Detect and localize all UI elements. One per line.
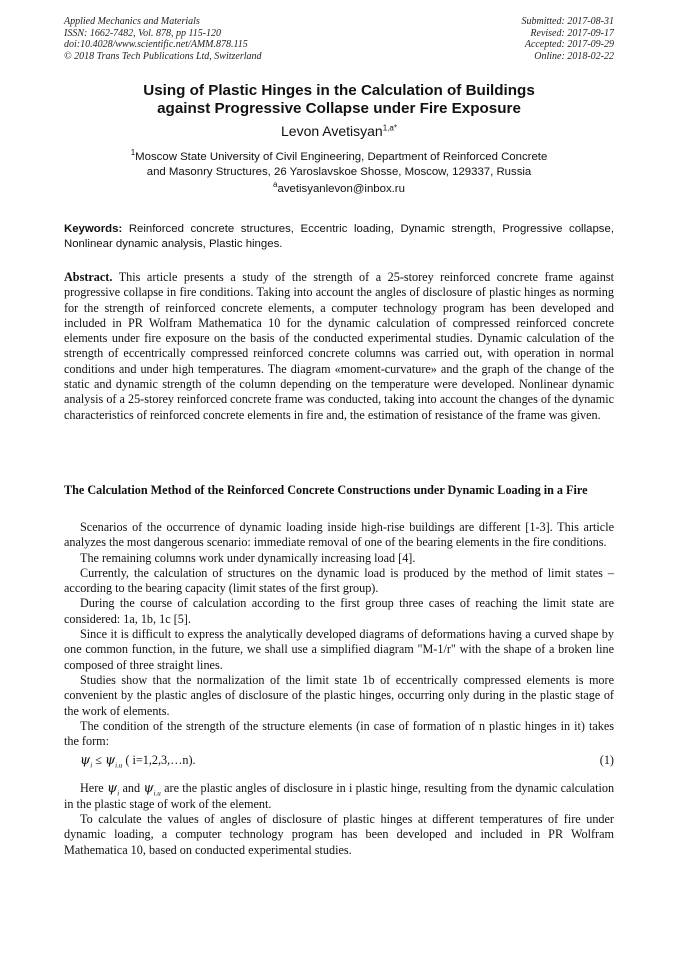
- psi-symbol: ψ: [143, 781, 154, 797]
- here-start: Here: [80, 781, 104, 796]
- date-accepted: Accepted: 2017-09-29: [524, 39, 614, 51]
- journal-issn: ISSN: 1662-7482, Vol. 878, pp 115-120: [64, 27, 222, 39]
- paragraph: The condition of the strength of the structure elements (in case of formation of n plastic hinges in it) takes the form:: [64, 718, 614, 749]
- paragraph: Currently, the calculation of structures on the dynamic load is produced by the method of limit states – according to the bearing capacity (limit states of the first group).: [64, 565, 614, 596]
- email-address: avetisyanlevon@inbox.ru: [277, 183, 405, 195]
- submission-dates: [522, 16, 615, 62]
- title-line-1: Using of Plastic Hinges in the Calculation of Buildings: [143, 82, 535, 99]
- author-sup: 1,a*: [382, 123, 397, 133]
- abstract: [64, 270, 614, 423]
- author-name: Levon Avetisyan: [281, 123, 383, 139]
- keywords-text: Reinforced concrete structures, Eccentric loading, Dynamic strength, Progressive collapse, Nonlinear dynamic analysis, Plastic hinges.: [64, 223, 614, 250]
- section-body: [64, 520, 614, 858]
- paper-title: [64, 82, 614, 118]
- date-online: Online: 2018-02-22: [534, 50, 614, 62]
- paragraph: The remaining columns work under dynamically increasing load [4].: [80, 550, 416, 565]
- affiliation-sup: 1: [130, 148, 136, 158]
- sub-i: i: [117, 789, 120, 798]
- affiliation-line-2: and Masonry Structures, 26 Yaroslavskoe Shosse, Moscow, 129337, Russia: [146, 166, 532, 178]
- abstract-text: This article presents a study of the strength of a 25-storey reinforced concrete frame against progressive collapse in fire conditions. Taking into account the angles of disclosure of plastic hinges as norming for the strength of reinforced concrete elements, a computer technology program has been developed and included in PR Wolfram Mathematica 10 for the dynamic calculation of compressed reinforced concrete elements under fire exposure on the basis of the conducted experimental studies. Dynamic calculation of the strength of eccentrically compressed reinforced concrete columns was carried out, with operation in normal conditions and under high temperatures. The diagram «moment-curvature» and the graph of the change of the static and dynamic strength of the column depending on the temperature were developed. Nonlinear dynamic analysis of a 25-storey reinforced concrete frame was conducted, taking into account the changes of the dynamic characteristics of reinforced concrete elements in fire and, the estimation of resistance of the frame was given.: [64, 270, 615, 422]
- paragraph-here: [64, 781, 614, 812]
- date-submitted: Submitted: 2017-08-31: [521, 16, 614, 27]
- psi-symbol: ψ: [104, 753, 116, 769]
- equation-number: (1): [599, 753, 614, 768]
- paragraph: During the course of calculation according to the first group three cases of reaching the limit state are considered: 1a, 1b, 1c [5].: [64, 596, 614, 626]
- journal-copyright: © 2018 Trans Tech Publications Ltd, Switzerland: [64, 50, 262, 62]
- journal-name: Applied Mechanics and Materials: [64, 16, 200, 27]
- here-and: and: [122, 781, 141, 796]
- here-end: are the plastic angles of disclosure in i plastic hinge, resulting from the dynamic calculation in the plastic stage of work of the element.: [64, 781, 615, 811]
- title-line-2: against Progressive Collapse under Fire Exposure: [157, 100, 521, 117]
- date-revised: Revised: 2017-09-17: [530, 27, 614, 39]
- affiliation: [64, 150, 614, 180]
- paragraph: Scenarios of the occurrence of dynamic loading inside high-rise buildings are different [1-3]. This article analyzes the most dangerous scenario: immediate removal of one of the bearing elements in the fire conditions.: [64, 520, 614, 550]
- sub-iu: i.u: [115, 761, 123, 770]
- paragraph: To calculate the values of angles of disclosure of plastic hinges at different temperatures of fire under dynamic loading, a computer technology program has been developed and included in PR Wolfram Mathematica 10, based on conducted experimental studies.: [64, 812, 614, 857]
- journal-doi: doi:10.4028/www.scientific.net/AMM.878.115: [64, 39, 248, 51]
- paragraph: Since it is difficult to express the analytically developed diagrams of deformations having a curved shape by one common function, in the future, we shall use a simplified diagram "M-1/r" with the shape of a broken line composed of three straight lines.: [64, 627, 614, 672]
- psi-symbol: ψ: [80, 753, 91, 769]
- abstract-label: Abstract.: [64, 270, 113, 284]
- sub-i: i: [90, 761, 93, 770]
- psi-symbol: ψ: [107, 781, 118, 797]
- author: [64, 123, 614, 139]
- equation-range: ( i=1,2,3,…n).: [125, 753, 196, 768]
- email-sup: a: [273, 180, 278, 190]
- author-email: [64, 180, 614, 195]
- affiliation-line-1: Moscow State University of Civil Engineering, Department of Reinforced Concrete: [135, 151, 548, 163]
- equation-1: [64, 753, 614, 775]
- keywords-label: Keywords:: [64, 223, 123, 235]
- leq-symbol: ≤: [95, 753, 102, 768]
- journal-info: [64, 16, 262, 62]
- keywords: [64, 222, 614, 252]
- section-heading: The Calculation Method of the Reinforced Concrete Constructions under Dynamic Loading in a Fire: [64, 483, 588, 497]
- sub-iu: i.u: [153, 789, 161, 798]
- paragraph: Studies show that the normalization of the limit state 1b of eccentrically compressed elements is more convenient by the plastic angles of disclosure of the plastic hinges, occurring only during in the plastic stage of the work of elements.: [64, 672, 614, 718]
